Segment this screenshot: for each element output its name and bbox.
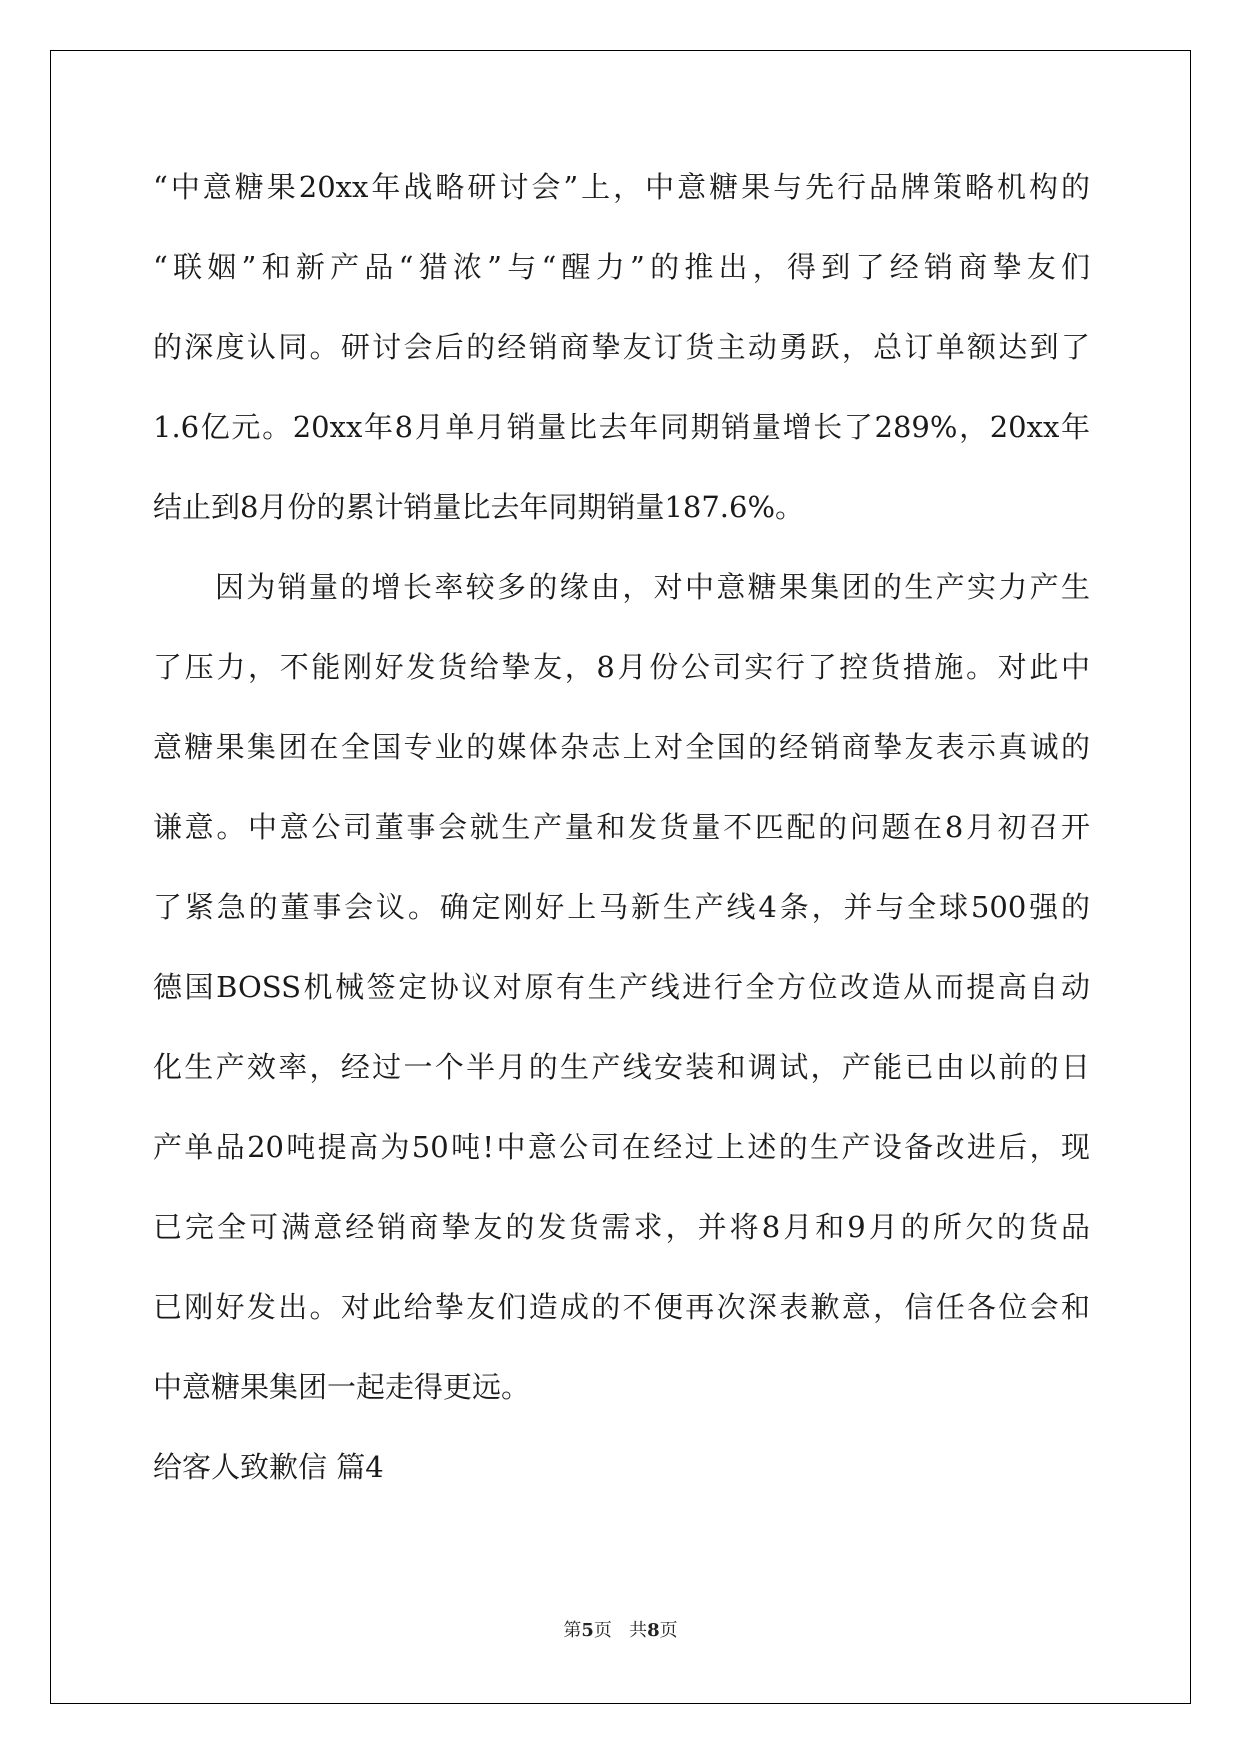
page-number: 5 — [581, 1620, 594, 1641]
total-suffix: 页 — [659, 1620, 678, 1641]
paragraph2-line-4: 谦意。中意公司董事会就生产量和发货量不匹配的问题在8月初召开 — [153, 810, 1090, 844]
paragraph2-line-7: 化生产效率，经过一个半月的生产线安装和调试，产能已由以前的日 — [153, 1050, 1090, 1084]
paragraph2-line-9: 已完全可满意经销商挚友的发货需求，并将8月和9月的所欠的货品 — [153, 1210, 1090, 1244]
paragraph2-line-2: 了压力，不能刚好发货给挚友，8月份公司实行了控货措施。对此中 — [153, 650, 1090, 684]
section-heading: 给客人致歉信 篇4 — [153, 1450, 384, 1484]
page-footer — [0, 1616, 1241, 1642]
paragraph2-line-3: 意糖果集团在全国专业的媒体杂志上对全国的经销商挚友表示真诚的 — [153, 730, 1090, 764]
paragraph2-line-11: 中意糖果集团一起走得更远。 — [153, 1370, 531, 1404]
paragraph2-line-10: 已刚好发出。对此给挚友们造成的不便再次深表歉意，信任各位会和 — [153, 1290, 1090, 1324]
paragraph1-line-3: 的深度认同。研讨会后的经销商挚友订货主动勇跃，总订单额达到了 — [153, 330, 1090, 364]
paragraph2-line-5: 了紧急的董事会议。确定刚好上马新生产线4条，并与全球500强的 — [153, 890, 1090, 924]
page-suffix: 页 — [593, 1620, 612, 1641]
paragraph1-line-2: “联姻”和新产品“猎浓”与“醒力”的推出，得到了经销商挚友们 — [153, 250, 1090, 284]
paragraph2-line-1: 因为销量的增长率较多的缘由，对中意糖果集团的生产实力产生 — [215, 570, 1090, 604]
page-prefix: 第 — [563, 1620, 582, 1641]
paragraph1-line-5: 结止到8月份的累计销量比去年同期销量187.6%。 — [153, 490, 805, 524]
paragraph1-line-1: “中意糖果20xx年战略研讨会”上，中意糖果与先行品牌策略机构的 — [153, 170, 1090, 204]
paragraph2-line-8: 产单品20吨提高为50吨!中意公司在经过上述的生产设备改进后，现 — [153, 1130, 1090, 1164]
total-pages: 8 — [647, 1620, 660, 1641]
paragraph1-line-4: 1.6亿元。20xx年8月单月销量比去年同期销量增长了289%，20xx年 — [153, 410, 1090, 444]
total-prefix: 共 — [629, 1620, 648, 1641]
paragraph2-line-6: 德国BOSS机械签定协议对原有生产线进行全方位改造从而提高自动 — [153, 970, 1090, 1004]
